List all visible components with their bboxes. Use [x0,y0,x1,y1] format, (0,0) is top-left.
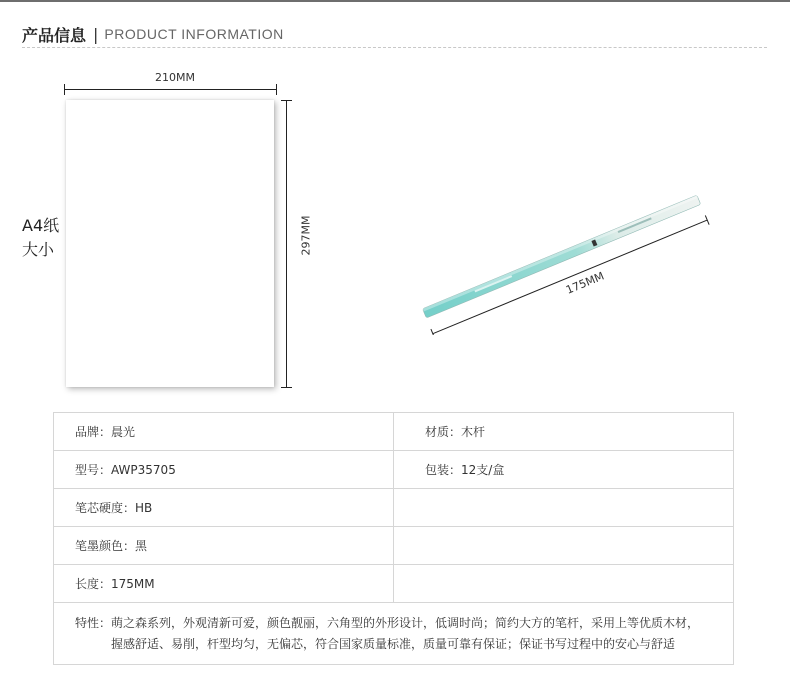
spec-empty-cell [394,527,734,565]
table-row [54,451,734,489]
feature-line-1: 特性：萌之森系列，外观清新可爱，颜色靓丽，六角型的外形设计，低调时尚；简约大方的笔杆，采用上等优质木材， [75,615,700,630]
height-dimension-label: 297MM [299,215,313,256]
pencil-dimension-line [433,220,707,334]
height-dimension-line [286,100,287,388]
pencil-illustration [408,175,728,335]
heading-en: PRODUCT INFORMATION [104,26,284,42]
paper-size-label [22,214,72,262]
table-row [54,565,734,603]
paper-size-label-line1: A4纸 [22,216,60,235]
pencil-body [423,195,715,335]
width-dimension-cap-left [64,84,65,95]
table-row [54,489,734,527]
spec-material: 材质：木杆 [394,413,734,451]
a4-paper-illustration [66,100,274,387]
table-row [54,527,734,565]
spec-hardness: 笔芯硬度：HB [54,489,394,527]
spec-empty-cell [394,489,734,527]
spec-packaging: 包装：12支/盒 [394,451,734,489]
width-dimension-label: 210MM [155,71,195,84]
feature-line-2: 握感舒适、易削，杆型均匀，无偏芯，符合国家质量标准，质量可靠有保证；保证书写过程中的安心与舒适 [111,636,676,651]
section-heading [22,22,284,46]
width-dimension-cap-right [276,84,277,95]
pencil-dimension-cap-left [431,329,435,335]
table-row [54,603,734,665]
heading-separator: | [93,24,99,44]
table-row [54,413,734,451]
height-dimension-cap-top [281,100,292,101]
spec-model: 型号：AWP35705 [54,451,394,489]
pencil-svg [408,175,728,335]
paper-size-label-line2: 大小 [22,240,55,259]
spec-brand: 品牌：晨光 [54,413,394,451]
pencil-highlight [423,195,699,311]
spec-table [53,412,734,665]
spec-ink-color: 笔墨颜色：黑 [54,527,394,565]
spec-empty-cell [394,565,734,603]
dashed-divider [22,47,767,48]
heading-cn: 产品信息 [22,25,87,45]
width-dimension-line [64,89,277,90]
pencil-length-label: 175MM [564,269,607,297]
pencil-dimension-cap-right [705,215,709,224]
spec-features [54,603,734,665]
top-rule [0,0,790,2]
height-dimension-cap-bottom [281,387,292,388]
spec-length: 长度：175MM [54,565,394,603]
